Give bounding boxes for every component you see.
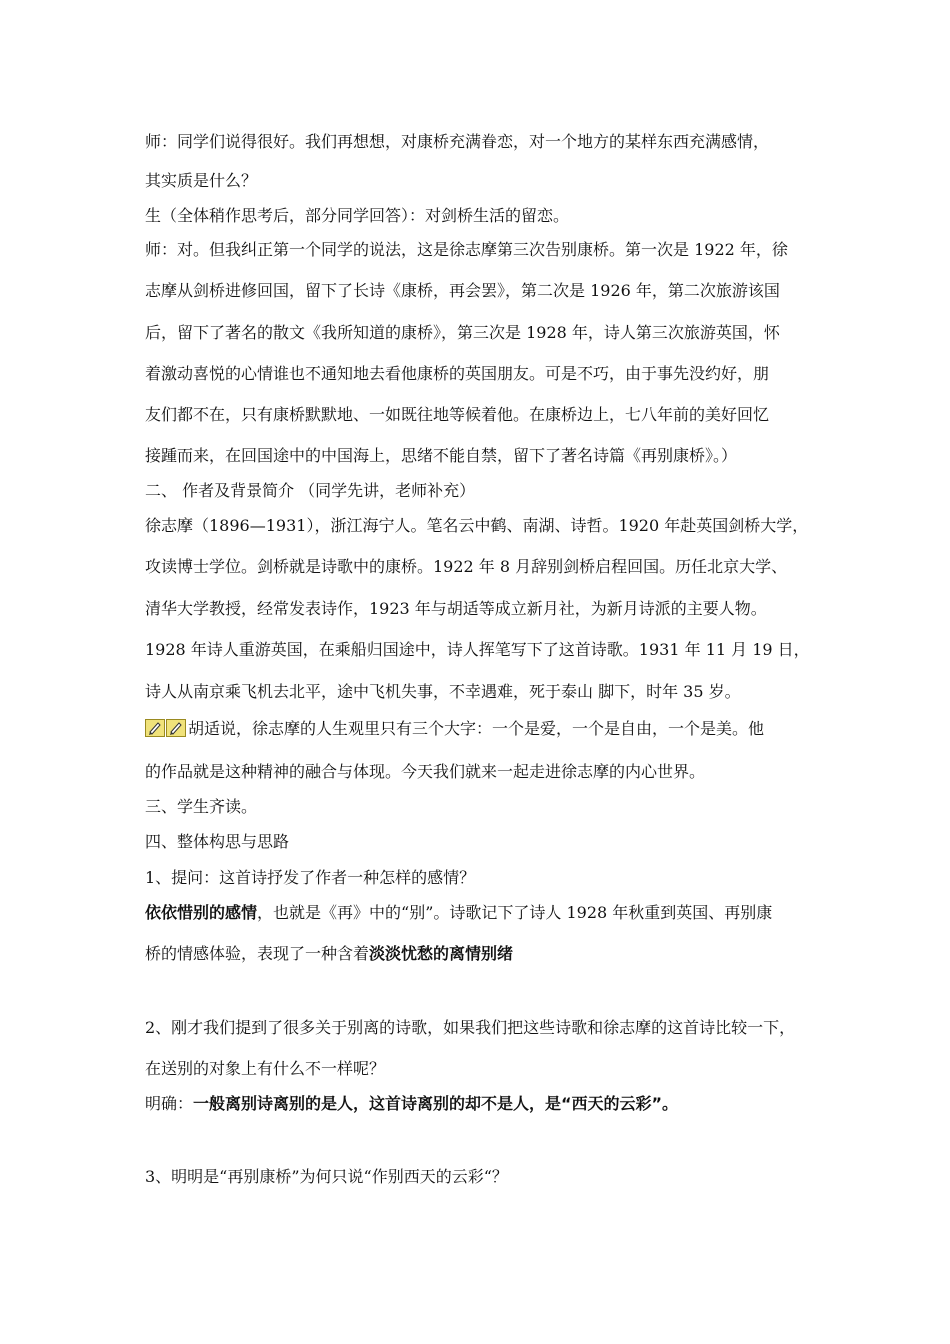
paragraph-line: 徐志摩（1896—1931），浙江海宁人。笔名云中鹤、南湖、诗哲。1920 年赴英国剑桥大学，	[145, 516, 809, 535]
paragraph-line	[145, 719, 764, 739]
paragraph-line: 师：同学们说得很好。我们再想想，对康桥充满眷恋，对一个地方的某样东西充满感情，	[145, 132, 770, 151]
answer-line	[145, 1094, 678, 1114]
answer-line	[145, 944, 513, 964]
paragraph-line: 生（全体稍作思考后，部分同学回答）：对剑桥生活的留恋。	[145, 206, 570, 225]
answer-line	[145, 903, 772, 923]
section-heading: 三、学生齐读。	[145, 797, 258, 816]
answer-emphasis: 依依惜别的感情	[145, 903, 258, 922]
paragraph-line: 的作品就是这种精神的融合与体现。今天我们就来一起走进徐志摩的内心世界。	[145, 762, 706, 781]
paragraph-line: 后，留下了著名的散文《我所知道的康桥》，第三次是 1928 年，诗人第三次旅游英国，怀	[145, 323, 780, 342]
question-line: 在送别的对象上有什么不一样呢？	[145, 1059, 386, 1078]
answer-emphasis: 一般离别诗离别的是人，这首诗离别的却不是人，是“西天的云彩”。	[193, 1094, 679, 1113]
question-line: 3、明明是“再别康桥”为何只说“作别西天的云彩“？	[145, 1167, 508, 1186]
paragraph-line: 师：对。但我纠正第一个同学的说法，这是徐志摩第三次告别康桥。第一次是 1922 年，徐	[145, 240, 788, 259]
paragraph-line: 着激动喜悦的心情谁也不通知地去看他康桥的英国朋友。可是不巧，由于事先没约好，朋	[145, 364, 770, 383]
answer-text: 桥的情感体验，表现了一种含着	[145, 944, 370, 963]
paragraph-line: 其实质是什么？	[145, 171, 258, 190]
section-heading: 二、 作者及背景简介 （同学先讲，老师补充）	[145, 481, 476, 500]
question-line: 1、提问：这首诗抒发了作者一种怎样的感情？	[145, 868, 476, 887]
pencil-note-icon	[145, 719, 187, 737]
answer-label: 明确：	[145, 1094, 194, 1113]
answer-emphasis: 淡淡忧愁的离情别绪	[369, 944, 514, 963]
question-line: 2、刚才我们提到了很多关于别离的诗歌，如果我们把这些诗歌和徐志摩的这首诗比较一下，	[145, 1018, 796, 1037]
paragraph-line: 攻读博士学位。剑桥就是诗歌中的康桥。1922 年 8 月辞别剑桥启程回国。历任北京大学、	[145, 557, 788, 576]
paragraph-text: 胡适说，徐志摩的人生观里只有三个大字：一个是爱，一个是自由，一个是美。他	[188, 719, 765, 738]
paragraph-line: 接踵而来，在回国途中的中国海上，思绪不能自禁，留下了著名诗篇《再别康桥》。）	[145, 446, 738, 465]
paragraph-line: 诗人从南京乘飞机去北平，途中飞机失事，不幸遇难，死于泰山 脚下，时年 35 岁。	[145, 682, 741, 701]
paragraph-line: 友们都不在，只有康桥默默地、一如既往地等候着他。在康桥边上，七八年前的美好回忆	[145, 405, 770, 424]
answer-text: ，也就是《再》中的“别”。诗歌记下了诗人 1928 年秋重到英国、再别康	[257, 903, 773, 922]
paragraph-line: 清华大学教授，经常发表诗作，1923 年与胡适等成立新月社，为新月诗派的主要人物。	[145, 599, 767, 618]
paragraph-line: 1928 年诗人重游英国，在乘船归国途中，诗人挥笔写下了这首诗歌。1931 年 11 月 19 日，	[145, 640, 810, 659]
paragraph-line: 志摩从剑桥进修回国，留下了长诗《康桥，再会罢》，第二次是 1926 年，第二次旅游该国	[145, 281, 780, 300]
section-heading: 四、整体构思与思路	[145, 832, 290, 851]
